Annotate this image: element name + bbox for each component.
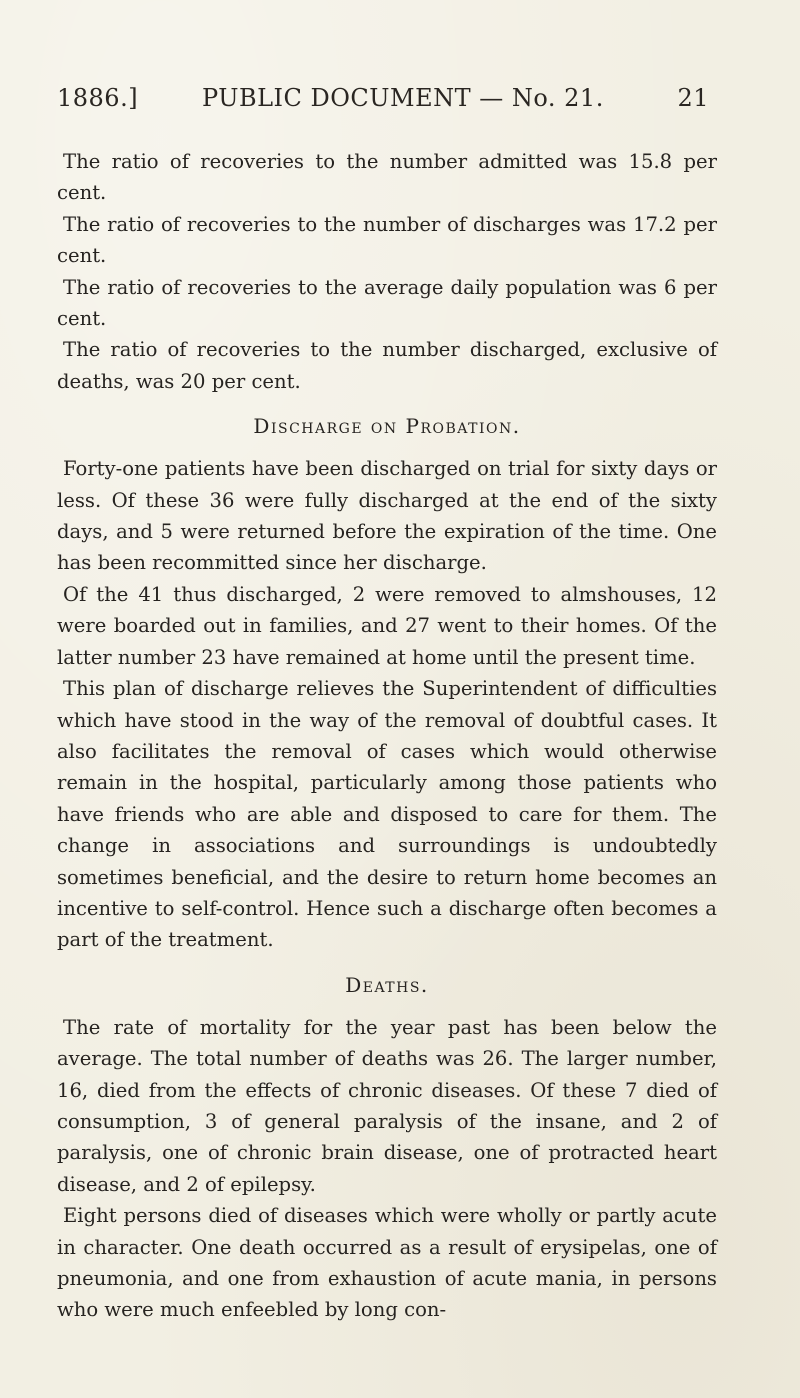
probation-paragraph: This plan of discharge relieves the Superintendent of difficulties which have stood in the way of the removal of doubtful cases. It also facilitates the removal of cases which would otherwise remain in the hospital, particularly among those patients who have friends who are able and disposed to care for them. The change in associations and surroundings is undoubtedly sometimes beneficial, and the desire to return home becomes an incentive to self-control. Hence such a discharge often becomes a part of the treatment. <box>57 677 717 952</box>
ratio-paragraph: The ratio of recoveries to the number discharged, exclusive of deaths, was 20 per cent. <box>57 338 717 393</box>
deaths-paragraph: Eight persons died of diseases which were wholly or partly acute in character. One death occurred as a result of erysipelas, one of pneumonia, and one from exhaustion of acute mania, in persons who were much enfeebled by long con- <box>57 1204 717 1322</box>
probation-paragraph: Forty-one patients have been discharged on trial for sixty days or less. Of these 36 were fully discharged at the end of the sixty days, and 5 were returned before the expiration of the time. One has been recommitted since her discharge. <box>57 457 717 575</box>
header-year: 1886.] <box>57 84 139 112</box>
header-title: PUBLIC DOCUMENT — No. 21. <box>202 84 604 112</box>
page-header <box>57 84 709 124</box>
ratio-paragraph: The ratio of recoveries to the number admitted was 15.8 per cent. <box>57 150 717 205</box>
section-heading-deaths: Deaths. <box>345 972 429 997</box>
header-page-number: 21 <box>677 84 709 112</box>
probation-paragraph: Of the 41 thus discharged, 2 were removed to almshouses, 12 were boarded out in families, and 27 went to their homes. Of the latter number 23 have remained at home until the present time. <box>57 582 717 669</box>
ratio-paragraph: The ratio of recoveries to the average daily population was 6 per cent. <box>57 275 717 331</box>
page-body <box>57 146 717 1326</box>
deaths-paragraph: The rate of mortality for the year past has been below the average. The total number of deaths was 26. The larger number, 16, died from the effects of chronic diseases. Of these 7 died of consumption, 3 of general paralysis of the insane, and 2 of paralysis, one of chronic brain disease, one of protracted heart disease, and 2 of epilepsy. <box>57 1015 717 1196</box>
ratio-paragraph: The ratio of recoveries to the number of discharges was 17.2 per cent. <box>57 212 717 268</box>
section-heading-probation: Discharge on Probation. <box>253 414 521 439</box>
